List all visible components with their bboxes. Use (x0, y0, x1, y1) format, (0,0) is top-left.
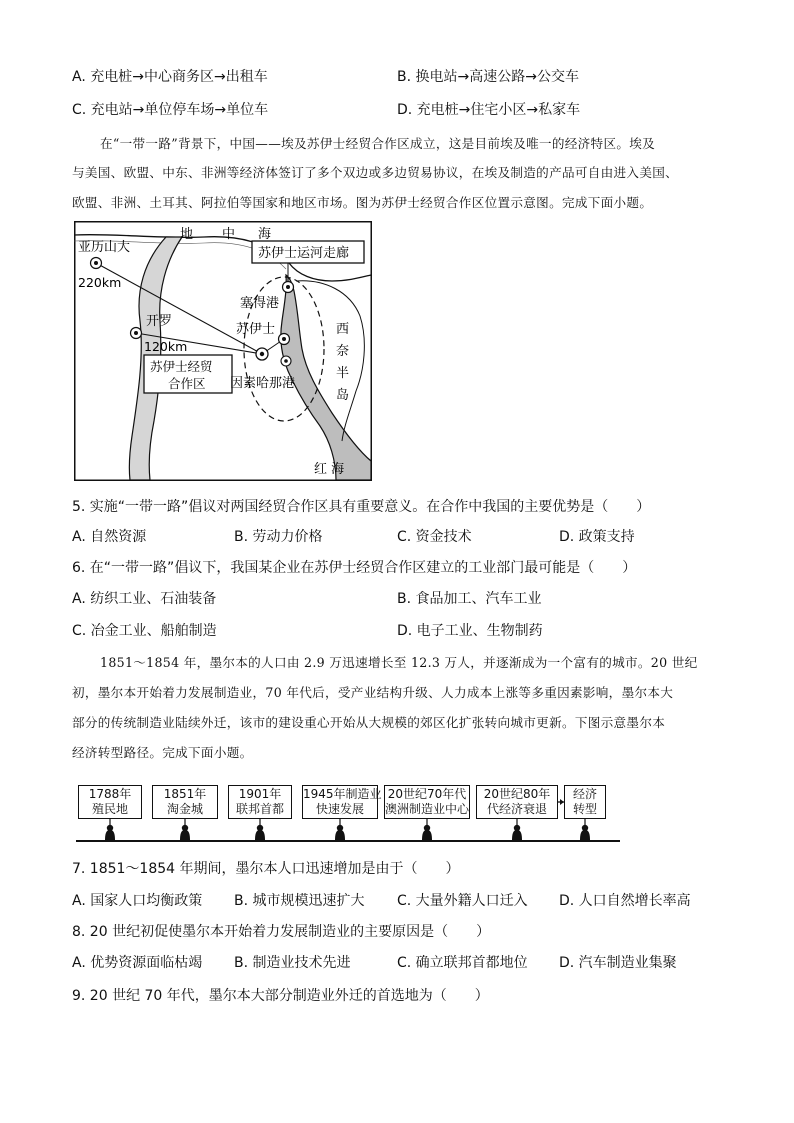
map-sinai-label-3: 半 (336, 366, 350, 381)
map-sinai-label-4: 岛 (336, 388, 350, 403)
q4-option-c: C. 充电站→单位停车场→单位车 (72, 102, 269, 118)
q7-stem: 7. 1851～1854 年期间，墨尔本人口迅速增加是由于（ ） (72, 861, 460, 877)
map-zone-label-1: 苏伊士经贸 (150, 359, 213, 374)
q7-option-c: C. 大量外籍人口迁入 (397, 893, 528, 909)
intro2-line4: 经济转型路径。完成下面小题。 (72, 745, 253, 760)
map-suez-label: 苏伊士 (236, 322, 276, 337)
timeline-stage-line1: 20世纪80年 (483, 787, 551, 801)
q8-stem: 8. 20 世纪初促使墨尔本开始着力发展制造业的主要原因是（ ） (72, 924, 491, 940)
map-port-said-label: 塞得港 (240, 296, 280, 311)
map-dist-cairo: 120km (144, 339, 188, 354)
timeline-stage-line2: 快速发展 (315, 802, 364, 816)
zone-marker (256, 348, 268, 360)
q5-option-a: A. 自然资源 (72, 529, 147, 545)
map-sinai-label-2: 奈 (336, 344, 350, 359)
q6-stem: 6. 在“一带一路”倡议下，我国某企业在苏伊士经贸合作区建立的工业部门最可能是（ ） (72, 560, 637, 576)
map-cairo-label: 开罗 (146, 314, 173, 329)
map-canal-corridor-label: 苏伊士运河走廊 (258, 246, 350, 261)
timeline-stage-line2: 淘金城 (166, 802, 203, 816)
q8-option-a: A. 优势资源面临枯竭 (72, 955, 203, 971)
map-sea-label-3: 海 (258, 227, 272, 242)
q8-option-d: D. 汽车制造业集聚 (559, 955, 677, 971)
timeline-stage-line1: 1945年制造业 (303, 787, 382, 801)
timeline-stage-line1: 1788年 (88, 787, 132, 801)
timeline-stage-line1: 1901年 (238, 787, 282, 801)
sokhna-marker (281, 356, 291, 366)
q7-option-b: B. 城市规模迅速扩大 (234, 893, 365, 909)
alexandria-marker (91, 258, 102, 269)
cairo-marker (131, 328, 142, 339)
timeline-stage-line1: 1851年 (163, 787, 207, 801)
map-sokhna-label: 因素哈那港 (230, 376, 296, 391)
q5-option-c: C. 资金技术 (397, 529, 472, 545)
map-sinai-label-1: 西 (336, 322, 350, 337)
q6-option-a: A. 纺织工业、石油装备 (72, 591, 217, 607)
q7-option-a: A. 国家人口均衡政策 (72, 893, 203, 909)
q4-option-a: A. 充电桩→中心商务区→出租车 (72, 69, 268, 85)
intro2-line2: 初，墨尔本开始着力发展制造业，70 年代后，受产业结构升级、人力成本上涨等多重因素影响，墨尔本大 (72, 685, 674, 700)
intro2-line1: 1851～1854 年，墨尔本的人口由 2.9 万迅速增长至 12.3 万人，并逐渐成为一个富有的城市。20 世纪 (100, 655, 698, 670)
map-alexandria-label: 亚历山大 (78, 240, 131, 255)
timeline-stage-line2: 澳洲制造业中心 (385, 802, 470, 816)
timeline-stage-line1: 经济 (572, 787, 597, 801)
map-zone-label-2: 合作区 (168, 376, 206, 391)
q4-option-d: D. 充电桩→住宅小区→私家车 (397, 102, 581, 118)
intro1-line3: 欧盟、非洲、土耳其、阿拉伯等国家和地区市场。图为苏伊士经贸合作区位置示意图。完成下面小题。 (72, 195, 653, 210)
q5-stem: 5. 实施“一带一路”倡议对两国经贸合作区具有重要意义。在合作中我国的主要优势是（ ） (72, 499, 651, 515)
q6-option-c: C. 冶金工业、船舶制造 (72, 623, 217, 639)
q8-option-c: C. 确立联邦首都地位 (397, 955, 528, 971)
map-sea-label-1: 地 (180, 227, 194, 242)
q8-option-b: B. 制造业技术先进 (234, 955, 351, 971)
q6-option-d: D. 电子工业、生物制药 (397, 623, 543, 639)
suez-marker (279, 334, 290, 345)
timeline-stage-line2: 殖民地 (91, 802, 128, 816)
timeline-stage-line2: 代经济衰退 (486, 802, 547, 816)
timeline-stage-line2: 转型 (572, 802, 597, 816)
port-said-marker (283, 282, 294, 293)
intro2-line3: 部分的传统制造业陆续外迁，该市的建设重心开始从大规模的郊区化扩张转向城市更新。下图示意墨尔本 (72, 715, 666, 730)
intro1-line2: 与美国、欧盟、中东、非洲等经济体签订了多个双边或多边贸易协议，在埃及制造的产品可自由进入美国、 (72, 165, 679, 180)
timeline-stage-line2: 联邦首都 (235, 802, 284, 816)
q5-option-b: B. 劳动力价格 (234, 529, 323, 545)
q5-option-d: D. 政策支持 (559, 529, 635, 545)
q6-option-b: B. 食品加工、汽车工业 (397, 591, 542, 607)
suez-map (74, 221, 372, 481)
intro1-line1: 在“一带一路”背景下，中国——埃及苏伊士经贸合作区成立，这是目前埃及唯一的经济特区。埃及 (100, 136, 656, 151)
map-red-sea-label: 红 海 (314, 462, 345, 477)
q7-option-d: D. 人口自然增长率高 (559, 893, 691, 909)
timeline-arrow (72, 782, 632, 852)
map-dist-alex: 220km (78, 275, 122, 290)
timeline-stage-line1: 20世纪70年代 (387, 787, 467, 801)
q4-option-b: B. 换电站→高速公路→公交车 (397, 69, 579, 85)
map-sea-label-2: 中 (222, 227, 236, 242)
q9-stem: 9. 20 世纪 70 年代，墨尔本大部分制造业外迁的首选地为（ ） (72, 988, 489, 1004)
melbourne-timeline (72, 782, 632, 852)
